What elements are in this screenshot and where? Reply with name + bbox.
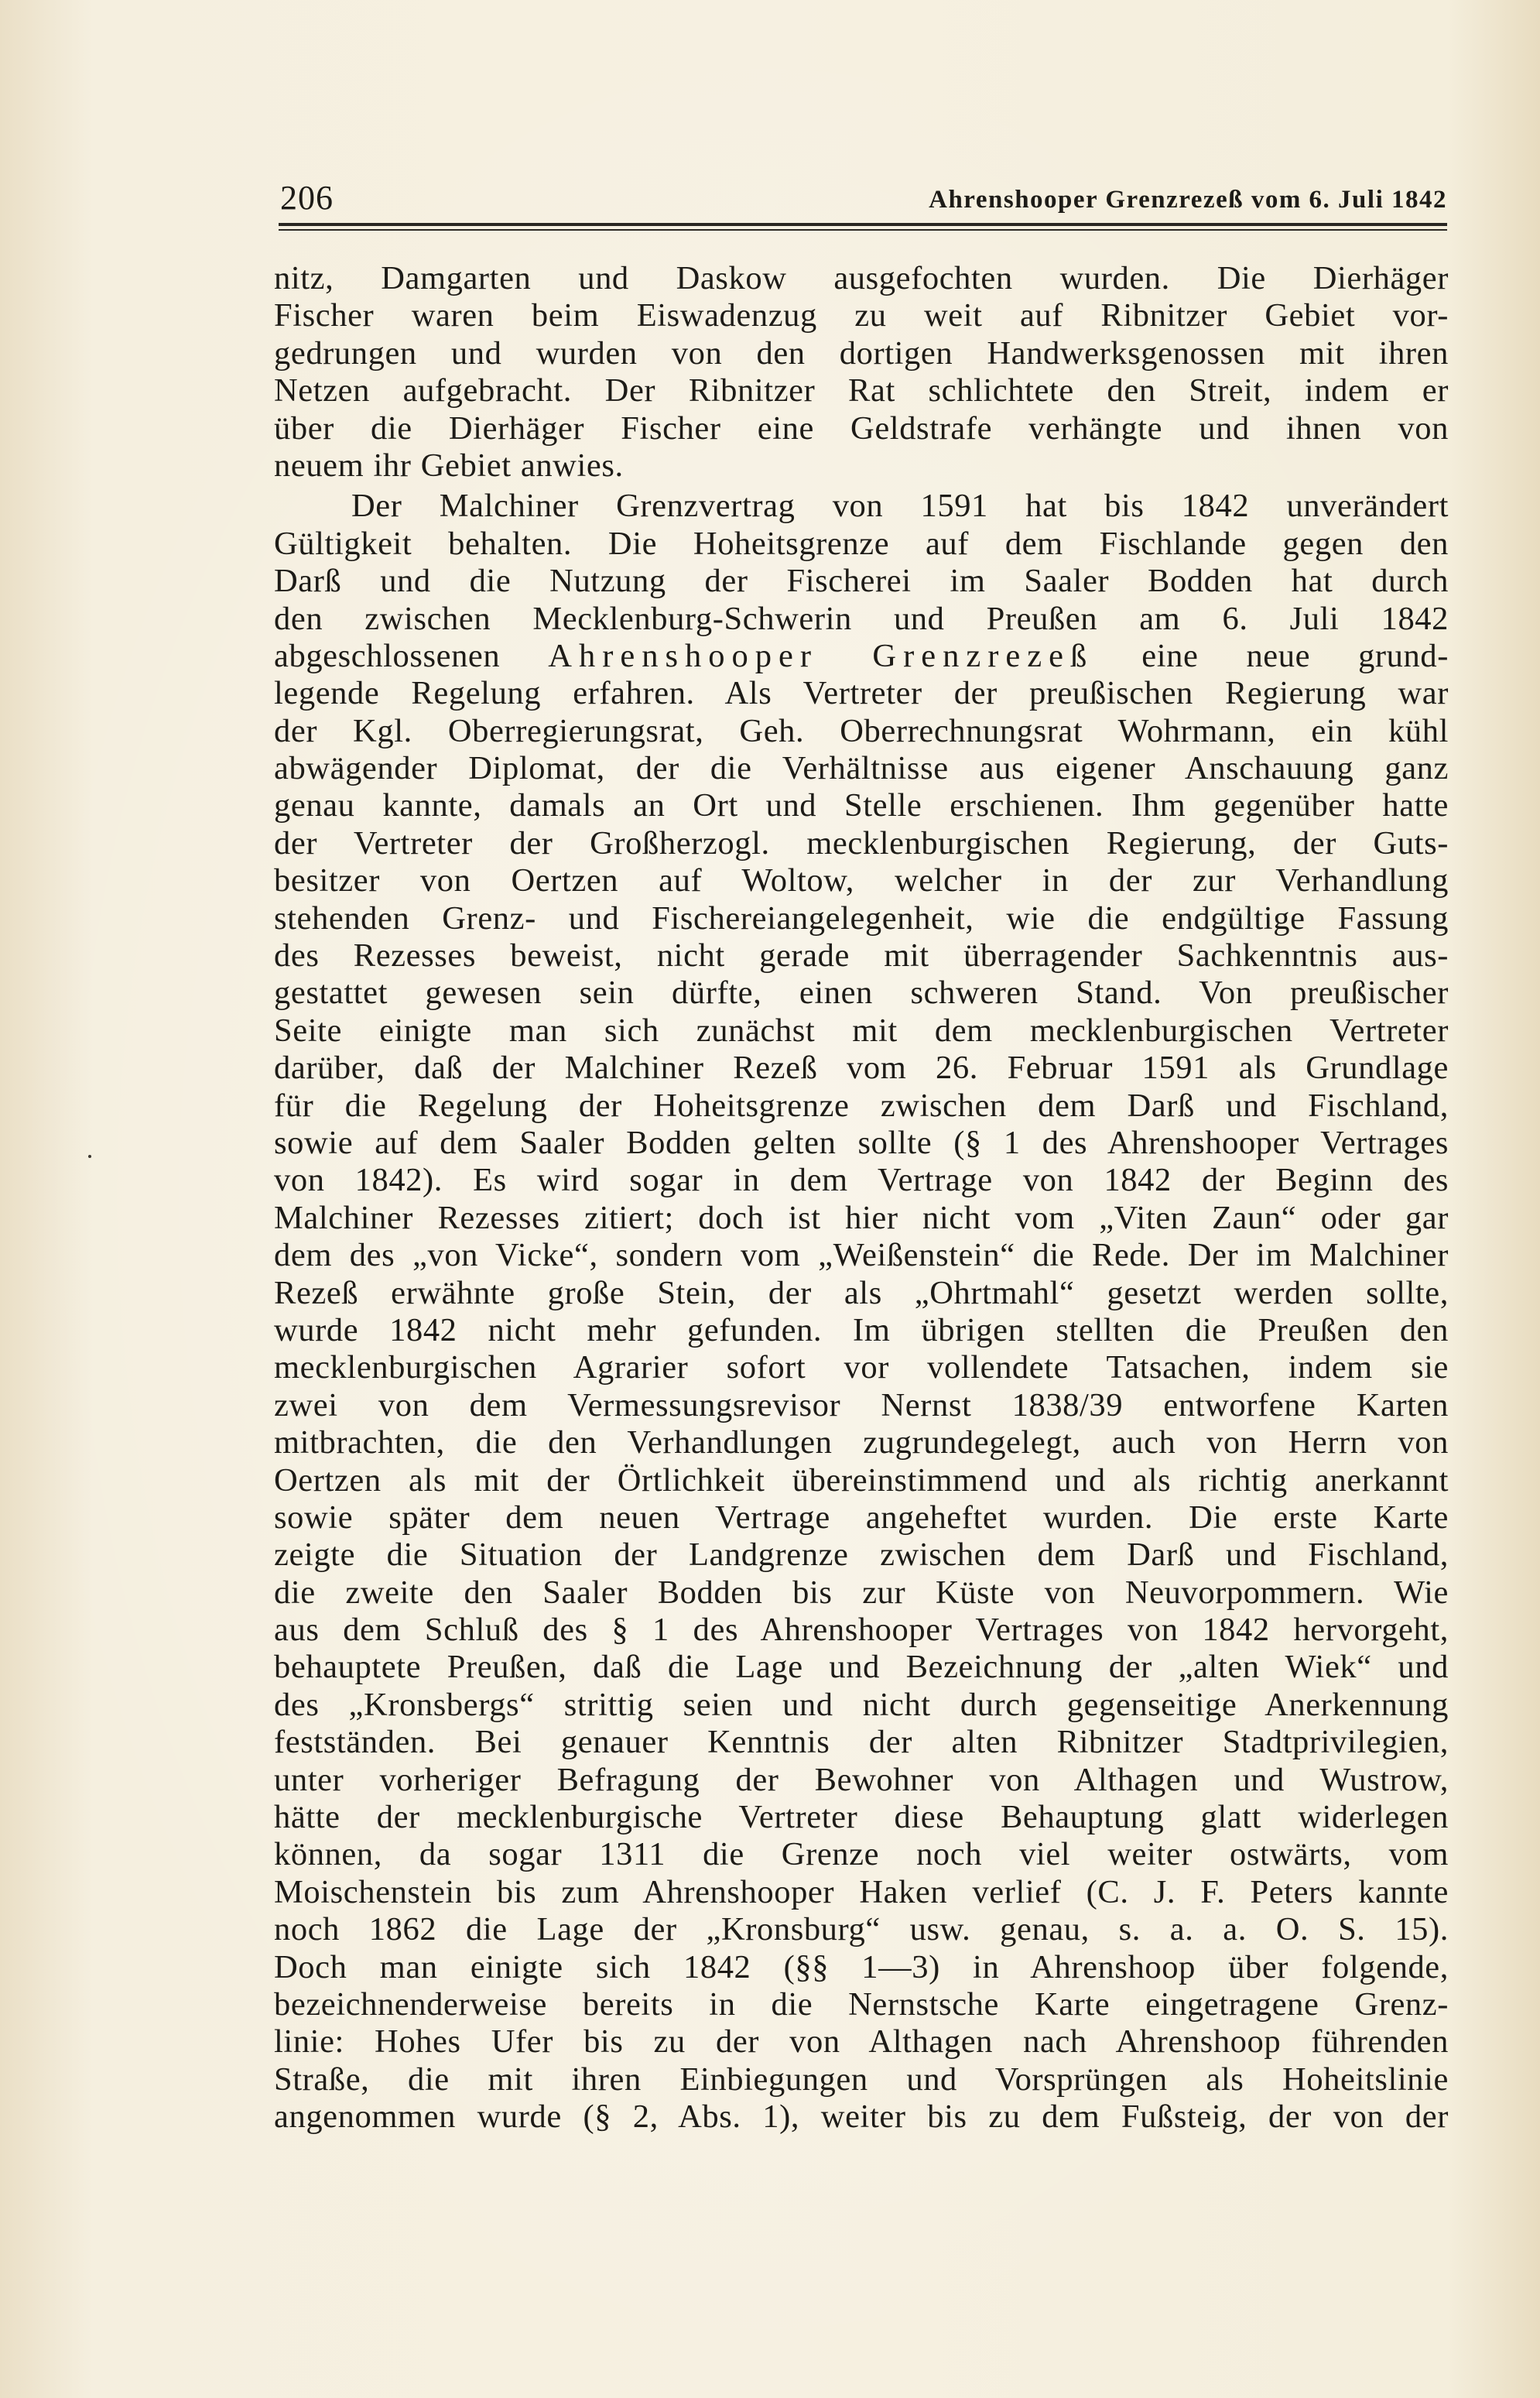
text-line: Moischenstein bis zum Ahrenshooper Haken verlief (C. J. F. Peters kannte [274, 1873, 1449, 1910]
text-line: Seite einigte man sich zunächst mit dem mecklenburgischen Vertreter [274, 1012, 1449, 1049]
text-line: der Kgl. Oberregierungsrat, Geh. Oberrechnungsrat Wohrmann, ein kühl [274, 712, 1449, 749]
text-line: zwei von dem Vermessungsrevisor Nernst 1838/39 entworfene Karten [274, 1386, 1449, 1423]
text-line: angenommen wurde (§ 2, Abs. 1), weiter bis zu dem Fußsteig, der von der [274, 2098, 1449, 2136]
text-line: Fischer waren beim Eiswadenzug zu weit auf Ribnitzer Gebiet vor- [274, 297, 1449, 334]
text-line: Rezeß erwähnte große Stein, der als „Ohrtmahl“ gesetzt werden sollte, [274, 1274, 1449, 1311]
text-line: stehenden Grenz- und Fischereiangelegenheit, wie die endgültige Fassung [274, 899, 1449, 937]
spaced-emphasis: Ahrenshooper Grenzrezeß [548, 637, 1094, 674]
text-line: Der Malchiner Grenzvertrag von 1591 hat bis 1842 unverändert [351, 488, 1449, 525]
text-fragment: eine neue grund- [1141, 637, 1449, 674]
text-line: dem des „von Vicke“, sondern vom „Weißenstein“ die Rede. Der im Malchiner [274, 1237, 1449, 1274]
text-line: Malchiner Rezesses zitiert; doch ist hier nicht vom „Viten Zaun“ oder gar [274, 1199, 1449, 1236]
text-line: mitbrachten, die den Verhandlungen zugrundegelegt, auch von Herrn von [274, 1424, 1449, 1461]
text-line: Darß und die Nutzung der Fischerei im Saaler Bodden hat durch [274, 563, 1449, 600]
header-rule-thin [279, 229, 1447, 231]
paragraph [274, 260, 1449, 485]
text-line: behauptete Preußen, daß die Lage und Bezeichnung der „alten Wiek“ und [274, 1649, 1449, 1686]
text-line: des Rezesses beweist, nicht gerade mit überragender Sachkenntnis aus- [274, 937, 1449, 975]
text-fragment: abgeschlossenen [274, 637, 501, 674]
text-line: die zweite den Saaler Bodden bis zur Küste von Neuvorpommern. Wie [274, 1574, 1449, 1611]
text-line: sowie später dem neuen Vertrage angeheftet wurden. Die erste Karte [274, 1499, 1449, 1536]
page-number: 206 [280, 179, 334, 217]
text-line: wurde 1842 nicht mehr gefunden. Im übrigen stellten die Preußen den [274, 1311, 1449, 1348]
page-header [277, 176, 1447, 220]
text-line: den zwischen Mecklenburg-Schwerin und Preußen am 6. Juli 1842 [274, 600, 1449, 637]
text-line: genau kannte, damals an Ort und Stelle erschienen. Ihm gegenüber hatte [274, 787, 1449, 824]
paper-speck [88, 1155, 91, 1158]
text-line: neuem ihr Gebiet anwies. [274, 447, 624, 484]
text-line: hätte der mecklenburgische Vertreter diese Behauptung glatt widerlegen [274, 1799, 1449, 1836]
text-line: der Vertreter der Großherzogl. mecklenburgischen Regierung, der Guts- [274, 824, 1449, 862]
text-line: können, da sogar 1311 die Grenze noch viel weiter ostwärts, vom [274, 1836, 1449, 1873]
text-line: unter vorheriger Befragung der Bewohner von Althagen und Wustrow, [274, 1761, 1449, 1798]
text-line: gedrungen und wurden von den dortigen Handwerksgenossen mit ihren [274, 334, 1449, 372]
text-line: bezeichnenderweise bereits in die Nernstsche Karte eingetragene Grenz- [274, 1985, 1449, 2023]
text-line: über die Dierhäger Fischer eine Geldstrafe verhängte und ihnen von [274, 409, 1449, 447]
text-line: Gültigkeit behalten. Die Hoheitsgrenze auf dem Fischlande gegen den [274, 525, 1449, 562]
running-title: Ahrenshooper Grenzrezeß vom 6. Juli 1842 [929, 186, 1447, 214]
text-line: sowie auf dem Saaler Bodden gelten sollte (§ 1 des Ahrenshooper Vertrages [274, 1124, 1449, 1161]
text-line: festständen. Bei genauer Kenntnis der alten Ribnitzer Stadtprivilegien, [274, 1724, 1449, 1761]
text-line: Netzen aufgebracht. Der Ribnitzer Rat schlichtete den Streit, indem er [274, 372, 1449, 409]
text-line: linie: Hohes Ufer bis zu der von Althagen nach Ahrenshoop führenden [274, 2023, 1449, 2061]
text-line: aus dem Schluß des § 1 des Ahrenshooper Vertrages von 1842 hervorgeht, [274, 1612, 1449, 1649]
body-text [274, 260, 1449, 2136]
text-line: für die Regelung der Hoheitsgrenze zwischen dem Darß und Fischland, [274, 1087, 1449, 1124]
text-line: von 1842). Es wird sogar in dem Vertrage von 1842 der Beginn des [274, 1162, 1449, 1199]
text-line-with-spaced-title [274, 638, 1449, 675]
text-line: mecklenburgischen Agrarier sofort vor vollendete Tatsachen, indem sie [274, 1349, 1449, 1386]
header-rule-thick [279, 223, 1447, 226]
text-line: Straße, die mit ihren Einbiegungen und Vorsprüngen als Hoheitslinie [274, 2061, 1449, 2098]
text-line: des „Kronsbergs“ strittig seien und nicht durch gegenseitige Anerkennung [274, 1686, 1449, 1723]
text-line: besitzer von Oertzen auf Woltow, welcher in der zur Verhandlung [274, 862, 1449, 899]
text-line: noch 1862 die Lage der „Kronsburg“ usw. genau, s. a. a. O. S. 15). [274, 1911, 1449, 1948]
text-line: abwägender Diplomat, der die Verhältnisse aus eigener Anschauung ganz [274, 750, 1449, 787]
text-line: zeigte die Situation der Landgrenze zwischen dem Darß und Fischland, [274, 1536, 1449, 1574]
text-line: nitz, Damgarten und Daskow ausgefochten wurden. Die Dierhäger [274, 260, 1449, 296]
text-line: Doch man einigte sich 1842 (§§ 1—3) in Ahrenshoop über folgende, [274, 1948, 1449, 1985]
paragraph [274, 488, 1449, 2136]
text-line: legende Regelung erfahren. Als Vertreter der preußischen Regierung war [274, 675, 1449, 712]
text-line: gestattet gewesen sein dürfte, einen schweren Stand. Von preußischer [274, 975, 1449, 1012]
text-line: darüber, daß der Malchiner Rezeß vom 26. Februar 1591 als Grundlage [274, 1050, 1449, 1087]
text-line: Oertzen als mit der Örtlichkeit übereinstimmend und als richtig anerkannt [274, 1461, 1449, 1499]
